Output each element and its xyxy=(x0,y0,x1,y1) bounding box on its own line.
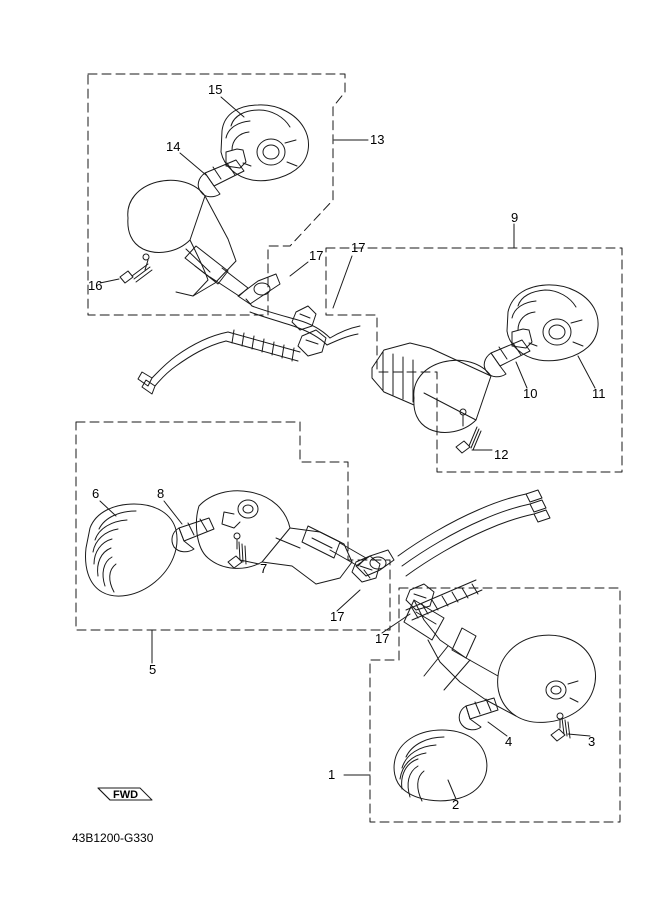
part-14-bulb xyxy=(198,160,244,197)
part-15-lens-housing xyxy=(221,105,309,181)
callout-11: 11 xyxy=(592,386,606,401)
group-box-5 xyxy=(76,422,390,630)
callout-8: 8 xyxy=(157,486,165,501)
upper-flasher-body xyxy=(128,180,280,306)
group-box-9 xyxy=(326,248,622,472)
part-12-screw xyxy=(456,427,481,453)
callout-7: 7 xyxy=(260,561,268,576)
callout-17-upper-mid: 17 xyxy=(351,240,366,255)
part-2-lens xyxy=(394,730,487,801)
part-8-bulb xyxy=(172,518,214,552)
wire-harness-upper xyxy=(138,306,360,394)
part-10-bulb xyxy=(484,340,530,377)
fwd-label: FWD xyxy=(113,789,139,801)
callout-17-lower-left: 17 xyxy=(330,609,345,624)
part-code-label: 43B1200-G330 xyxy=(72,831,154,845)
callout-13: 13 xyxy=(370,132,385,147)
callout-14: 14 xyxy=(166,139,181,154)
wire-harness-lower xyxy=(352,490,550,620)
callout-12: 12 xyxy=(494,447,509,462)
callout-2: 2 xyxy=(452,797,460,812)
part-16-screw xyxy=(120,264,152,283)
part-6-lens xyxy=(86,504,177,596)
callout-9: 9 xyxy=(511,210,519,225)
callout-16: 16 xyxy=(88,278,103,293)
callout-1: 1 xyxy=(328,767,336,782)
callout-4: 4 xyxy=(505,734,513,749)
right-flasher-body xyxy=(372,343,491,432)
mid-flasher-body xyxy=(196,491,394,584)
part-11-lens-housing xyxy=(507,285,598,361)
callout-10: 10 xyxy=(523,386,538,401)
callout-17-lower-right: 17 xyxy=(375,631,390,646)
callout-leaders xyxy=(100,97,595,799)
group-box-13 xyxy=(88,74,345,315)
callout-3: 3 xyxy=(588,734,596,749)
bottom-flasher-body xyxy=(404,600,595,728)
callout-17-upper-right: 17 xyxy=(309,248,324,263)
callout-15: 15 xyxy=(208,82,223,97)
callout-6: 6 xyxy=(92,486,100,501)
callout-5: 5 xyxy=(149,662,157,677)
